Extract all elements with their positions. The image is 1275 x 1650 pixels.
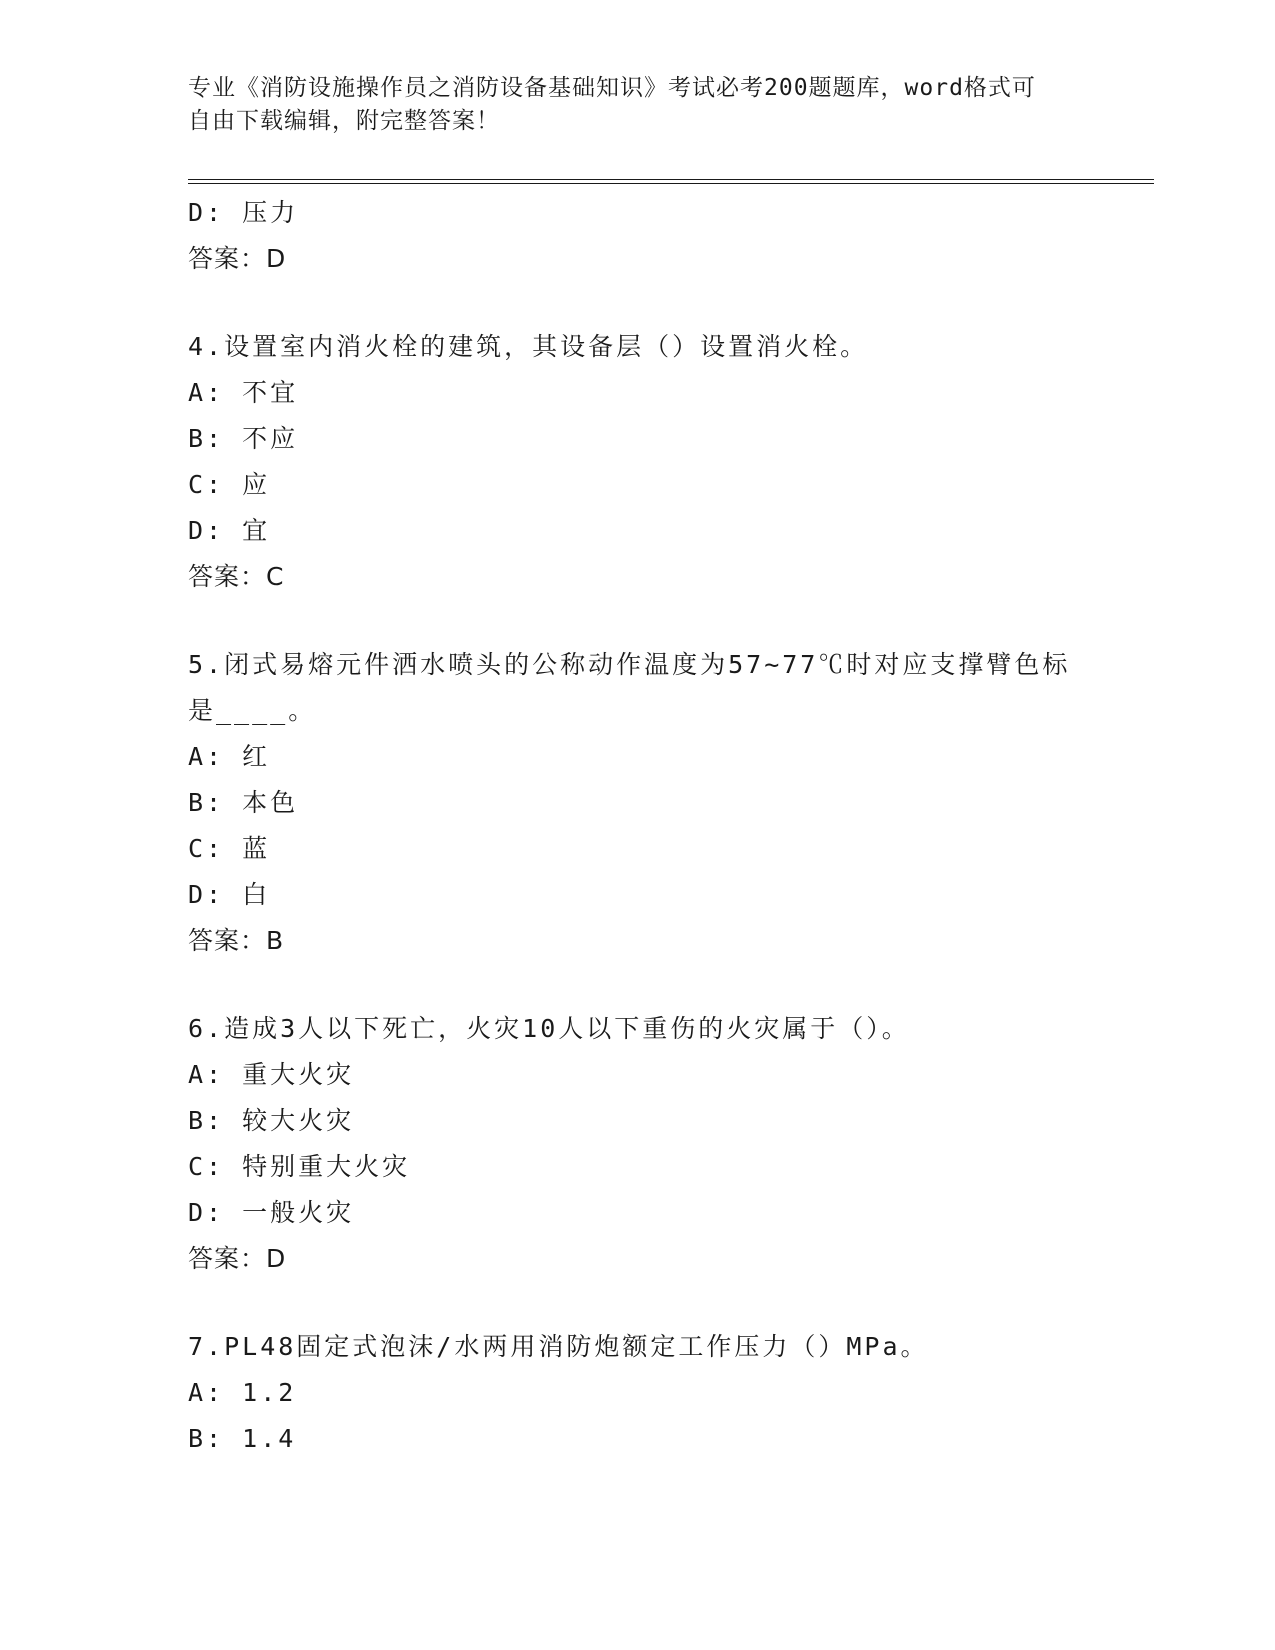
header-line-2: 自由下载编辑，附完整答案！ [188, 108, 500, 134]
answer: 答案：D [188, 244, 287, 273]
header-divider-top [188, 179, 1154, 180]
option-b: B: 1.4 [188, 1424, 297, 1453]
question-3 [188, 190, 1088, 282]
question-text: 7.PL48固定式泡沫/水两用消防炮额定工作压力（）MPa。 [188, 1332, 929, 1361]
option-d: D: 宜 [188, 516, 271, 545]
question-text: 6.造成3人以下死亡，火灾10人以下重伤的火灾属于（）。 [188, 1014, 910, 1043]
question-list [188, 190, 1088, 1462]
answer: 答案：B [188, 926, 285, 955]
answer: 答案：D [188, 1244, 287, 1273]
option-a: A: 重大火灾 [188, 1060, 355, 1089]
option-a: A: 不宜 [188, 378, 299, 407]
option-c: C: 应 [188, 470, 271, 499]
question-4 [188, 324, 1088, 600]
option-d: D: 压力 [188, 198, 299, 227]
option-a: A: 1.2 [188, 1378, 297, 1407]
question-5 [188, 642, 1088, 964]
answer: 答案：C [188, 562, 285, 591]
question-text: 4.设置室内消火栓的建筑，其设备层（）设置消火栓。 [188, 332, 869, 361]
header-divider-bottom [188, 183, 1154, 184]
question-7 [188, 1324, 1088, 1462]
option-d: D: 一般火灾 [188, 1198, 355, 1227]
question-6 [188, 1006, 1088, 1282]
option-c: C: 蓝 [188, 834, 271, 863]
question-text-line-1: 5.闭式易熔元件洒水喷头的公称动作温度为57~77℃时对应支撑臂色标 [188, 650, 1071, 679]
option-a: A: 红 [188, 742, 271, 771]
option-c: C: 特别重大火灾 [188, 1152, 411, 1181]
document-header [188, 72, 1068, 138]
header-line-1: 专业《消防设施操作员之消防设备基础知识》考试必考200题题库，word格式可 [188, 75, 1036, 101]
option-d: D: 白 [188, 880, 271, 909]
option-b: B: 本色 [188, 788, 299, 817]
option-b: B: 不应 [188, 424, 299, 453]
option-b: B: 较大火灾 [188, 1106, 355, 1135]
question-text-line-2: 是____。 [188, 696, 317, 725]
